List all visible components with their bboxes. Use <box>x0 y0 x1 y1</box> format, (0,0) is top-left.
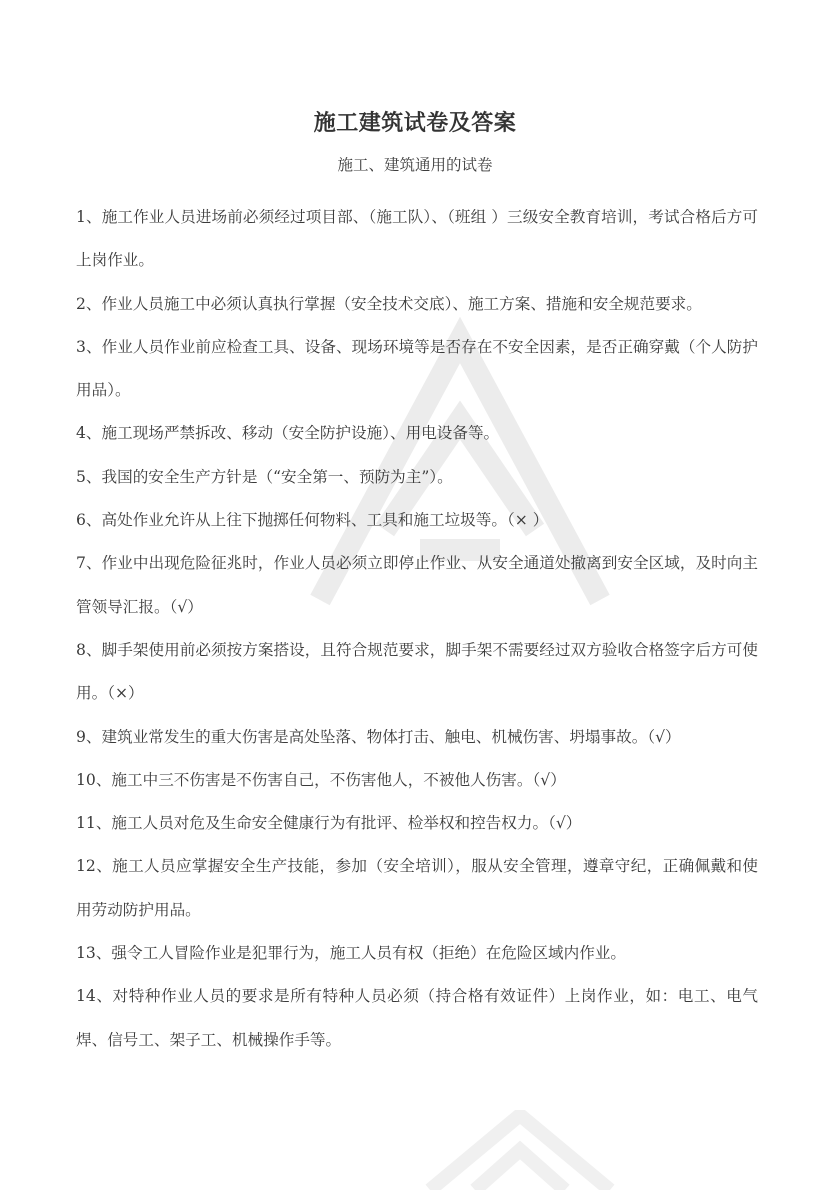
question-item: 3、作业人员作业前应检查工具、设备、现场环境等是否存在不安全因素，是否正确穿戴（个人防护用品）。 <box>76 337 758 400</box>
question-item: 14、对特种作业人员的要求是所有特种人员必须（持合格有效证件）上岗作业，如：电工、电气焊、信号工、架子工、机械操作手等。 <box>76 987 758 1049</box>
document-title: 施工建筑试卷及答案 <box>313 111 517 136</box>
question-item: 9、建筑业常发生的重大伤害是高处坠落、物体打击、触电、机械伤害、坍塌事故。（√） <box>76 727 681 746</box>
question-item: 12、施工人员应掌握安全生产技能，参加（安全培训），服从安全管理，遵章守纪，正确佩戴和使用劳动防护用品。 <box>76 857 758 919</box>
question-item: 5、我国的安全生产方针是（“安全第一、预防为主”）。 <box>76 467 453 486</box>
question-item: 6、高处作业允许从上往下抛掷任何物料、工具和施工垃圾等。（× ） <box>76 511 549 530</box>
watermark-logo-icon <box>420 1110 620 1190</box>
question-item: 7、作业中出现危险征兆时，作业人员必须立即停止作业、从安全通道处撤离到安全区域，及时向主管领导汇报。（√） <box>76 554 758 616</box>
question-item: 2、作业人员施工中必须认真执行掌握（安全技术交底）、施工方案、措施和安全规范要求。 <box>76 294 702 313</box>
question-item: 8、脚手架使用前必须按方案搭设，且符合规范要求，脚手架不需要经过双方验收合格签字后方可使用。（×） <box>76 640 758 703</box>
document-subtitle: 施工、建筑通用的试卷 <box>337 156 493 174</box>
question-item: 10、施工中三不伤害是不伤害自己，不伤害他人，不被他人伤害。（√） <box>76 770 566 789</box>
question-item: 1、施工作业人员进场前必须经过项目部、（施工队）、（班组 ）三级安全教育培训，考试合格后方可上岗作业。 <box>76 208 758 270</box>
question-item: 11、施工人员对危及生命安全健康行为有批评、检举权和控告权力。（√） <box>76 814 582 833</box>
question-item: 13、强令工人冒险作业是犯罪行为，施工人员有权（拒绝）在危险区域内作业。 <box>76 944 627 963</box>
question-item: 4、施工现场严禁拆改、移动（安全防护设施）、用电设备等。 <box>76 424 500 443</box>
question-list <box>76 196 758 1062</box>
